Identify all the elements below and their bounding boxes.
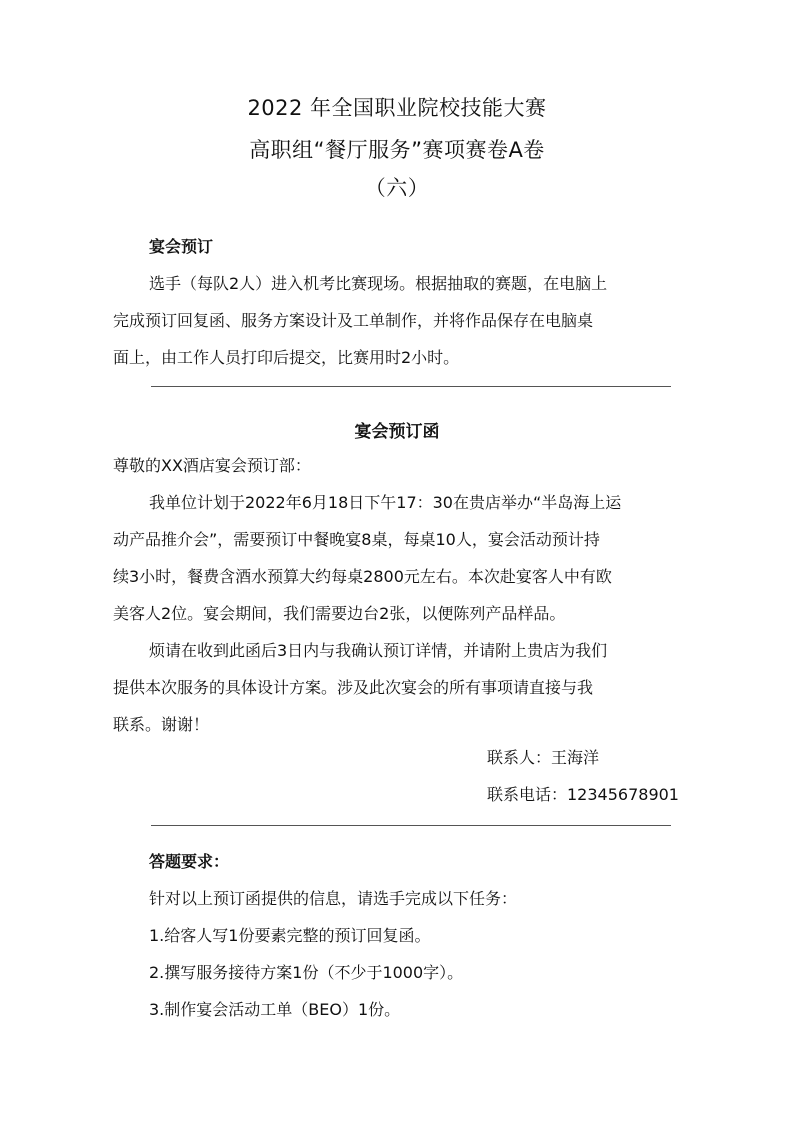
contact-phone: 联系电话：12345678901 <box>487 785 679 804</box>
section-banquet-reservation <box>113 228 688 376</box>
paragraph-line: 面上，由工作人员打印后提交，比赛用时2小时。 <box>113 348 460 367</box>
letter-line: 提供本次服务的具体设计方案。涉及此次宴会的所有事项请直接与我 <box>113 678 594 697</box>
title-line-3: （六） <box>364 176 430 200</box>
title-line-2: 高职组“餐厅服务”赛项赛卷A卷 <box>249 138 545 162</box>
letter-line: 美客人2位。宴会期间，我们需要边台2张，以便陈列产品样品。 <box>113 604 566 623</box>
letter-line: 联系。谢谢！ <box>113 715 210 734</box>
letter-line: 动产品推介会”，需要预订中餐晚宴8桌，每桌10人，宴会活动预计持 <box>113 530 600 549</box>
letter-line: 我单位计划于2022年6月18日下午17：30在贵店举办“半岛海上运 <box>149 493 622 512</box>
paragraph-line: 选手（每队2人）进入机考比赛现场。根据抽取的赛题，在电脑上 <box>149 274 608 293</box>
requirement-item: 2.撰写服务接待方案1份（不少于1000字）。 <box>149 963 464 982</box>
divider-top <box>151 386 671 387</box>
contact-person: 联系人：王海洋 <box>487 748 600 767</box>
section-heading: 宴会预订 <box>149 237 214 256</box>
requirement-item: 1.给客人写1份要素完整的预订回复函。 <box>149 926 431 945</box>
letter-heading: 宴会预订函 <box>354 422 440 442</box>
requirements-heading: 答题要求： <box>149 852 230 871</box>
paragraph-line: 完成预订回复函、服务方案设计及工单制作，并将作品保存在电脑桌 <box>113 311 594 330</box>
letter-line: 烦请在收到此函后3日内与我确认预订详情，并请附上贵店为我们 <box>149 641 608 660</box>
title-line-1: 2022 年全国职业院校技能大赛 <box>247 96 547 120</box>
requirements-intro: 针对以上预订函提供的信息，请选手完成以下任务： <box>149 889 518 908</box>
letter-body <box>113 447 688 743</box>
letter-salutation: 尊敬的XX酒店宴会预订部： <box>113 456 311 475</box>
requirements-section <box>113 843 688 1028</box>
requirement-item: 3.制作宴会活动工单（BEO）1份。 <box>149 1000 401 1019</box>
divider-bottom <box>151 825 671 826</box>
letter-line: 续3小时，餐费含酒水预算大约每桌2800元左右。本次赴宴客人中有欧 <box>113 567 612 586</box>
